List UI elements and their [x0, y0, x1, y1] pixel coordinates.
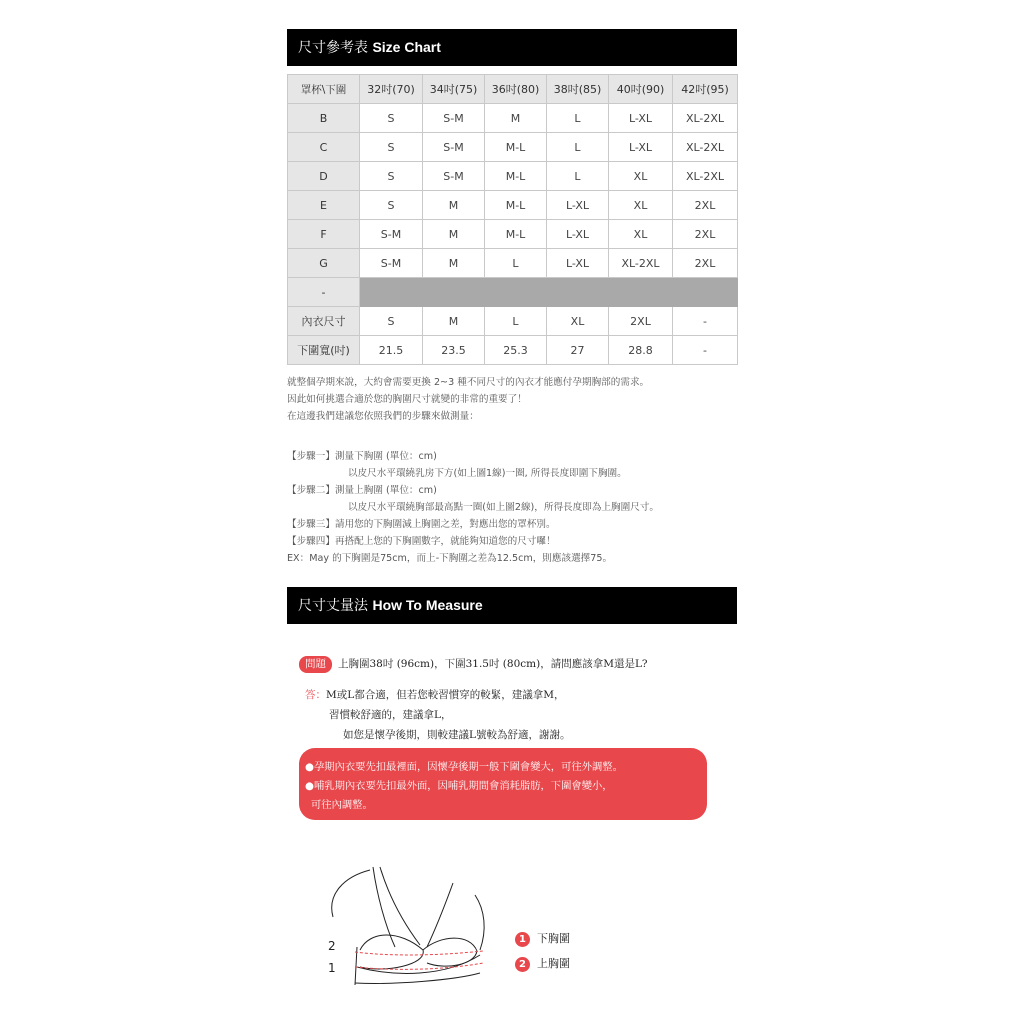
table-cell: S-M: [423, 133, 485, 162]
question-text: 上胸圍38吋 (96cm)，下圍31.5吋 (80cm)，請問應該拿M還是L?: [338, 658, 648, 670]
table-cell: 2XL: [673, 249, 738, 278]
table-cell: S: [360, 162, 423, 191]
table-cell: L: [485, 307, 547, 336]
column-header: 38吋(85): [547, 75, 609, 104]
table-cell: 28.8: [609, 336, 673, 365]
table-cell: S-M: [360, 220, 423, 249]
table-cell: 23.5: [423, 336, 485, 365]
step-line: 【步驟一】測量下胸圍 (單位：cm): [287, 451, 437, 462]
intro-text: [287, 374, 747, 425]
answer-label: 答：: [305, 689, 326, 701]
table-cell: 27: [547, 336, 609, 365]
table-row: [288, 104, 738, 133]
size-chart-title-zh: 尺寸參考表: [298, 40, 373, 56]
table-cell: M-L: [485, 220, 547, 249]
table-cell: M: [423, 191, 485, 220]
note-line: 可往內調整。: [311, 799, 373, 811]
table-cell: 2XL: [609, 307, 673, 336]
table-cell: 2XL: [673, 191, 738, 220]
step-line: 【步驟二】測量上胸圍 (單位：cm): [287, 485, 437, 496]
question-tag: 問題: [299, 656, 332, 673]
table-row: [288, 191, 738, 220]
table-cell: XL: [609, 162, 673, 191]
legend-label: 下胸圍: [537, 932, 570, 945]
table-cell: S: [360, 104, 423, 133]
table-cell: S: [360, 191, 423, 220]
table-cell: L-XL: [609, 104, 673, 133]
table-cell: L-XL: [547, 220, 609, 249]
intro-line: 就整個孕期來說，大約會需要更換 2~3 種不同尺寸的內衣才能應付孕期胸部的需求。: [287, 377, 650, 388]
size-chart-header: [287, 29, 737, 66]
size-chart-table: [287, 74, 738, 365]
step-detail-line: 以皮尺水平環繞乳房下方(如上圖1線)一圈, 所得長度即圍下胸圍。: [348, 468, 627, 479]
table-cell: S-M: [423, 104, 485, 133]
answer-line: M或L都合適，但若您較習慣穿的較緊，建議拿M，: [326, 689, 565, 701]
table-row: [288, 249, 738, 278]
row-header: C: [288, 133, 360, 162]
column-header: 34吋(75): [423, 75, 485, 104]
step-line: 【步驟四】再搭配上您的下胸圍數字，就能夠知道您的尺寸囉！: [287, 536, 556, 547]
right-strap: [427, 883, 453, 947]
band-top: [357, 955, 480, 973]
separator-fill: [360, 278, 738, 307]
row-header: F: [288, 220, 360, 249]
underwear-size-row: [288, 307, 738, 336]
answer-line: 如您是懷孕後期，則較建議L號較為舒適，謝謝。: [343, 729, 571, 741]
table-cell: L-XL: [547, 249, 609, 278]
step-detail-line: 以皮尺水平環繞胸部最高點一圈(如上圖2線)，所得長度即為上胸圍尺寸。: [348, 502, 659, 513]
table-cell: XL: [609, 220, 673, 249]
diagram-label-2: 2: [328, 939, 336, 953]
intro-line: 因此如何挑選合適於您的胸圍尺寸就變的非常的重要了！: [287, 394, 527, 405]
question-row: [299, 656, 648, 673]
note-line: ●哺乳期內衣要先扣最外面，因哺乳期間會消耗脂肪，下圍會變小，: [305, 780, 613, 792]
table-cell: L: [547, 104, 609, 133]
answer-line: 習慣較舒適的，建議拿L，: [329, 709, 452, 721]
separator-row: [288, 278, 738, 307]
table-cell: 21.5: [360, 336, 423, 365]
left-strap-inner: [380, 867, 420, 945]
answer-block: [305, 685, 570, 745]
right-cup: [423, 938, 477, 966]
example-line: EX：May 的下胸圍是75cm，而上-下胸圍之差為12.5cm，則應該選擇75。: [287, 553, 613, 564]
size-chart-title-en: Size Chart: [372, 39, 441, 55]
table-row: [288, 133, 738, 162]
note-line: ●孕期內衣要先扣最裡面，因懷孕後期一般下圍會變大，可往外調整。: [305, 761, 623, 773]
table-cell: M: [423, 220, 485, 249]
measure-line-2: [355, 951, 483, 955]
table-cell: 25.3: [485, 336, 547, 365]
measure-title-en: How To Measure: [372, 597, 483, 613]
table-cell: M: [423, 249, 485, 278]
band-bottom: [355, 973, 480, 983]
row-header: D: [288, 162, 360, 191]
legend-item: [515, 930, 570, 947]
measure-line-1: [355, 963, 483, 969]
table-cell: XL: [547, 307, 609, 336]
table-cell: M: [485, 104, 547, 133]
table-cell: L: [547, 133, 609, 162]
measure-header: [287, 587, 737, 624]
row-header: 下圍寬(吋): [288, 336, 360, 365]
table-cell: M-L: [485, 162, 547, 191]
column-header: 42吋(95): [673, 75, 738, 104]
table-cell: L-XL: [609, 133, 673, 162]
intro-line: 在這邊我們建議您依照我們的步驟來做測量：: [287, 411, 479, 422]
table-row: [288, 162, 738, 191]
table-cell: S: [360, 307, 423, 336]
diagram-label-1: 1: [328, 961, 336, 975]
underbust-width-row: [288, 336, 738, 365]
table-cell: XL: [609, 191, 673, 220]
table-cell: XL-2XL: [673, 162, 738, 191]
table-row: [288, 220, 738, 249]
table-cell: -: [673, 336, 738, 365]
table-cell: M-L: [485, 191, 547, 220]
legend-item: [515, 955, 570, 972]
body-outline-left: [332, 870, 370, 917]
table-cell: XL-2XL: [673, 133, 738, 162]
column-header: 40吋(90): [609, 75, 673, 104]
table-cell: S: [360, 133, 423, 162]
table-cell: M: [423, 307, 485, 336]
steps-list: [287, 448, 747, 567]
table-header-row: [288, 75, 738, 104]
row-header: 內衣尺寸: [288, 307, 360, 336]
measure-title-zh: 尺寸丈量法: [298, 598, 373, 614]
legend-number: 2: [515, 957, 530, 972]
table-cell: S-M: [423, 162, 485, 191]
table-cell: M-L: [485, 133, 547, 162]
row-header: E: [288, 191, 360, 220]
table-cell: L-XL: [547, 191, 609, 220]
row-header: -: [288, 278, 360, 307]
body-outline-right: [475, 895, 484, 950]
table-cell: L: [547, 162, 609, 191]
column-header: 32吋(70): [360, 75, 423, 104]
table-corner-header: 罩杯\下圍: [288, 75, 360, 104]
table-cell: S-M: [360, 249, 423, 278]
table-cell: 2XL: [673, 220, 738, 249]
row-header: B: [288, 104, 360, 133]
column-header: 36吋(80): [485, 75, 547, 104]
note-box: [299, 748, 707, 820]
step-line: 【步驟三】請用您的下胸圍減上胸圍之差，對應出您的罩杯別。: [287, 519, 556, 530]
table-cell: -: [673, 307, 738, 336]
table-cell: XL-2XL: [609, 249, 673, 278]
legend-number: 1: [515, 932, 530, 947]
row-header: G: [288, 249, 360, 278]
table-cell: XL-2XL: [673, 104, 738, 133]
bra-measurement-diagram: [315, 855, 505, 990]
table-cell: L: [485, 249, 547, 278]
legend-label: 上胸圍: [537, 957, 570, 970]
